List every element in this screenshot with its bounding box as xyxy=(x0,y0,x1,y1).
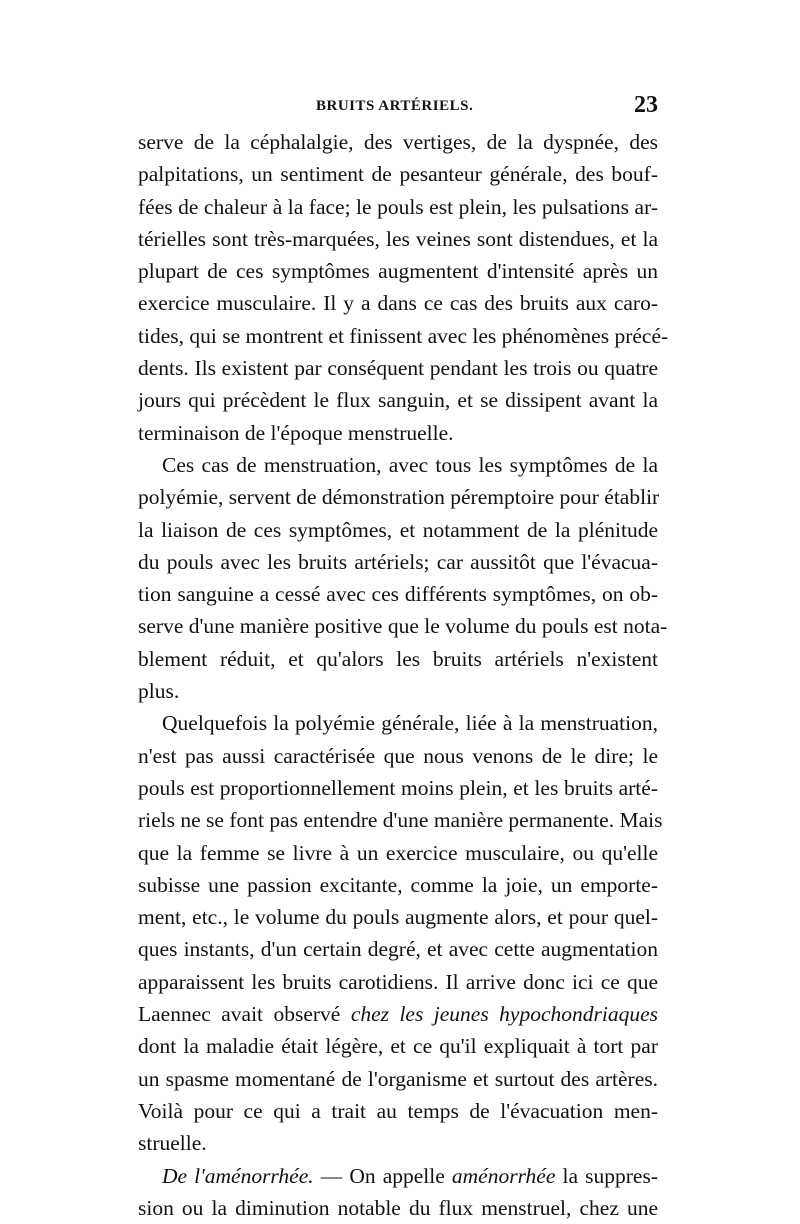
text-line: ment, etc., le volume du pouls augmente alors, et pour quel- xyxy=(138,905,658,930)
text-line-mixed xyxy=(138,998,658,1030)
line-roman-part: la suppres- xyxy=(555,1163,658,1188)
text-line: la liaison de ces symptômes, et notamment de la plénitude xyxy=(138,517,658,542)
running-title: BRUITS ARTÉRIELS. xyxy=(316,98,474,114)
section-heading-line xyxy=(138,1160,658,1192)
text-line: plupart de ces symptômes augmentent d'intensité après un xyxy=(138,259,658,284)
text-line: que la femme se livre à un exercice musculaire, ou qu'elle xyxy=(138,840,658,865)
line-italic-part: chez les jeunes hypochondriaques xyxy=(350,1002,659,1027)
page-number: 23 xyxy=(634,92,658,118)
text-line: serve d'une manière positive que le volume du pouls est nota- xyxy=(138,614,668,639)
text-line: ques instants, d'un certain degré, et avec cette augmentation xyxy=(138,937,658,962)
text-line: struelle. xyxy=(138,1131,207,1156)
text-line: fées de chaleur à la face; le pouls est plein, les pulsations ar- xyxy=(138,194,658,219)
section-heading: De l'aménorrhée. xyxy=(162,1163,314,1188)
text-line: plus. xyxy=(138,679,180,704)
text-line: blement réduit, et qu'alors les bruits artériels n'existent xyxy=(138,646,658,671)
text-line: subisse une passion excitante, comme la joie, un emporte- xyxy=(138,872,658,897)
text-line: térielles sont très-marquées, les veines sont distendues, et la xyxy=(138,226,658,251)
running-head xyxy=(138,92,658,120)
paragraph-start-line: Ces cas de menstruation, avec tous les symptômes de la xyxy=(162,452,658,477)
line-roman-part: — On appelle xyxy=(313,1163,452,1188)
text-line: tion sanguine a cessé avec ces différents symptômes, on ob- xyxy=(138,582,658,607)
text-line: n'est pas aussi caractérisée que nous venons de le dire; le xyxy=(138,743,658,768)
text-line: serve de la céphalalgie, des vertiges, de la dyspnée, des xyxy=(138,130,658,154)
text-line: pouls est proportionnellement moins plein, et les bruits arté- xyxy=(138,775,658,800)
text-line: palpitations, un sentiment de pesanteur générale, des bouf- xyxy=(138,162,658,187)
body-text xyxy=(138,126,669,1224)
text-line: dents. Ils existent par conséquent pendant les trois ou quatre xyxy=(138,356,658,381)
text-line: terminaison de l'époque menstruelle. xyxy=(138,420,454,445)
text-line: du pouls avec les bruits artériels; car aussitôt que l'évacua- xyxy=(138,549,658,574)
text-line: jours qui précèdent le flux sanguin, et se dissipent avant la xyxy=(138,388,658,413)
text-line: apparaissent les bruits carotidiens. Il arrive donc ici ce que xyxy=(138,969,658,994)
text-line: tides, qui se montrent et finissent avec les phénomènes précé- xyxy=(138,323,669,348)
text-line: polyémie, servent de démonstration péremptoire pour établir xyxy=(138,485,660,510)
line-roman-part: Laennec avait observé xyxy=(138,1002,341,1027)
text-line: riels ne se font pas entendre d'une manière permanente. Mais xyxy=(138,808,663,833)
term-italic: aménorrhée xyxy=(451,1163,556,1188)
paragraph-start-line: Quelquefois la polyémie générale, liée à la menstruation, xyxy=(162,711,658,736)
text-line: sion ou la diminution notable du flux menstruel, chez une xyxy=(138,1195,658,1220)
text-line: Voilà pour ce qui a trait au temps de l'évacuation men- xyxy=(138,1098,658,1123)
text-line: exercice musculaire. Il y a dans ce cas des bruits aux caro- xyxy=(138,291,658,316)
text-line: dont la maladie était légère, et ce qu'il expliquait à tort par xyxy=(138,1034,658,1059)
text-line: un spasme momentané de l'organisme et surtout des artères. xyxy=(138,1066,658,1091)
